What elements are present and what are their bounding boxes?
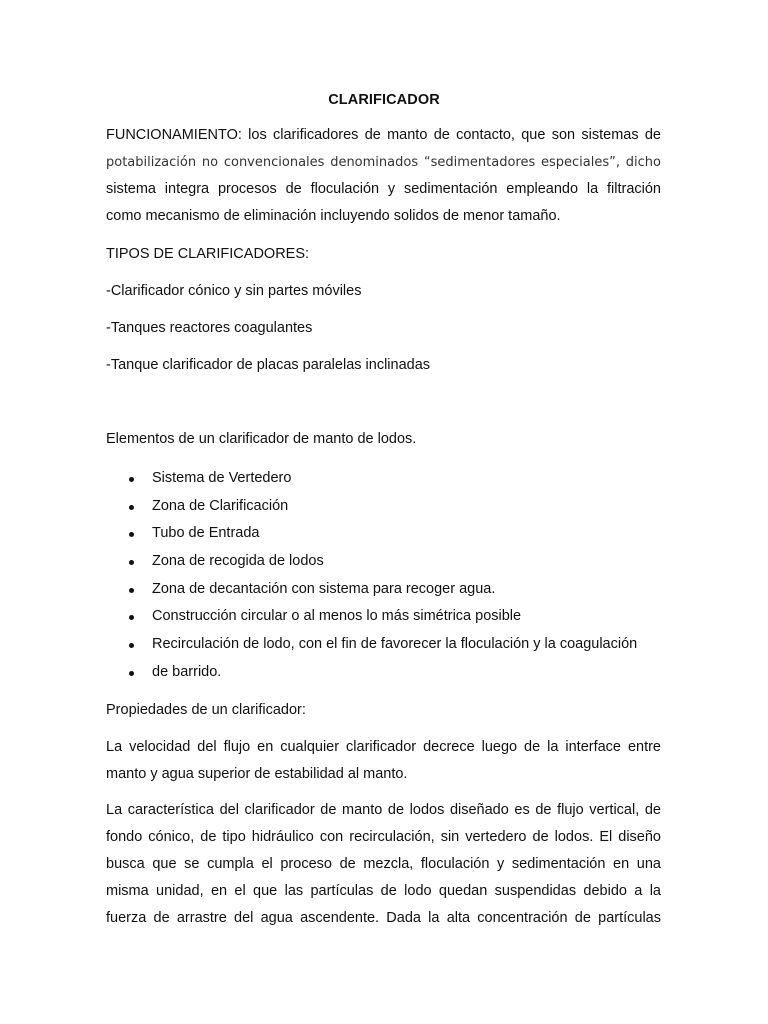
paragraph-line: misma unidad, en el que las partículas de lodo quedan suspendidas debido a la bbox=[106, 883, 661, 899]
list-item bbox=[106, 576, 661, 604]
list-item-text: Zona de recogida de lodos bbox=[152, 553, 324, 570]
list-item bbox=[106, 520, 661, 548]
intro-line: potabilización no convencionales denominados “sedimentadores especiales”, dicho bbox=[106, 155, 661, 170]
list-item bbox=[106, 548, 661, 576]
paragraph-line: fondo cónico, de tipo hidráulico con recirculación, sin vertedero de lodos. El diseño bbox=[106, 829, 661, 845]
paragraph-line: manto y agua superior de estabilidad al manto. bbox=[106, 766, 408, 782]
properties-paragraph-2 bbox=[106, 797, 661, 932]
elements-heading: Elementos de un clarificador de manto de lodos. bbox=[106, 431, 417, 447]
bullet-icon bbox=[129, 643, 134, 648]
bullet-icon bbox=[129, 505, 134, 510]
bullet-icon bbox=[129, 477, 134, 482]
intro-line: sistema integra procesos de floculación y sedimentación empleando la filtración bbox=[106, 181, 661, 197]
list-item bbox=[106, 659, 661, 687]
bullet-icon bbox=[129, 615, 134, 620]
document-title: CLARIFICADOR bbox=[328, 92, 440, 108]
bullet-icon bbox=[129, 671, 134, 676]
type-item: -Tanques reactores coagulantes bbox=[106, 320, 313, 336]
bullet-icon bbox=[129, 560, 134, 565]
list-item-text: Construcción circular o al menos lo más simétrica posible bbox=[152, 608, 522, 625]
paragraph-line: busca que se cumpla el proceso de mezcla, floculación y sedimentación en una bbox=[106, 856, 661, 872]
list-item-text: Sistema de Vertedero bbox=[152, 470, 292, 486]
paragraph-line: La velocidad del flujo en cualquier clarificador decrece luego de la interface entre bbox=[106, 739, 661, 755]
bullet-icon bbox=[129, 532, 134, 537]
intro-line: FUNCIONAMIENTO: los clarificadores de manto de contacto, que son sistemas de bbox=[106, 127, 661, 143]
list-item-text: de barrido. bbox=[152, 663, 222, 680]
bullet-icon bbox=[129, 588, 134, 593]
list-item-text: Zona de decantación con sistema para recoger agua. bbox=[152, 580, 496, 597]
list-item bbox=[106, 631, 661, 659]
list-item-text: Zona de Clarificación bbox=[152, 497, 289, 514]
type-item: -Tanque clarificador de placas paralelas inclinadas bbox=[106, 357, 431, 373]
list-item-text: Recirculación de lodo, con el fin de favorecer la floculación y la coagulación bbox=[152, 636, 638, 653]
paragraph-line: La característica del clarificador de manto de lodos diseñado es de flujo vertical, de bbox=[106, 802, 661, 818]
types-heading: TIPOS DE CLARIFICADORES: bbox=[106, 246, 310, 262]
elements-list bbox=[106, 465, 661, 687]
properties-paragraph-1 bbox=[106, 734, 661, 788]
paragraph-line: fuerza de arrastre del agua ascendente. Dada la alta concentración de partículas bbox=[106, 910, 661, 926]
type-item: -Clarificador cónico y sin partes móviles bbox=[106, 283, 362, 299]
list-item bbox=[106, 493, 661, 521]
list-item bbox=[106, 465, 661, 493]
list-item-text: Tubo de Entrada bbox=[152, 525, 260, 542]
properties-heading: Propiedades de un clarificador: bbox=[106, 702, 306, 718]
intro-line: como mecanismo de eliminación incluyendo solidos de menor tamaño. bbox=[106, 208, 561, 224]
intro-paragraph bbox=[106, 122, 661, 230]
list-item bbox=[106, 603, 661, 631]
